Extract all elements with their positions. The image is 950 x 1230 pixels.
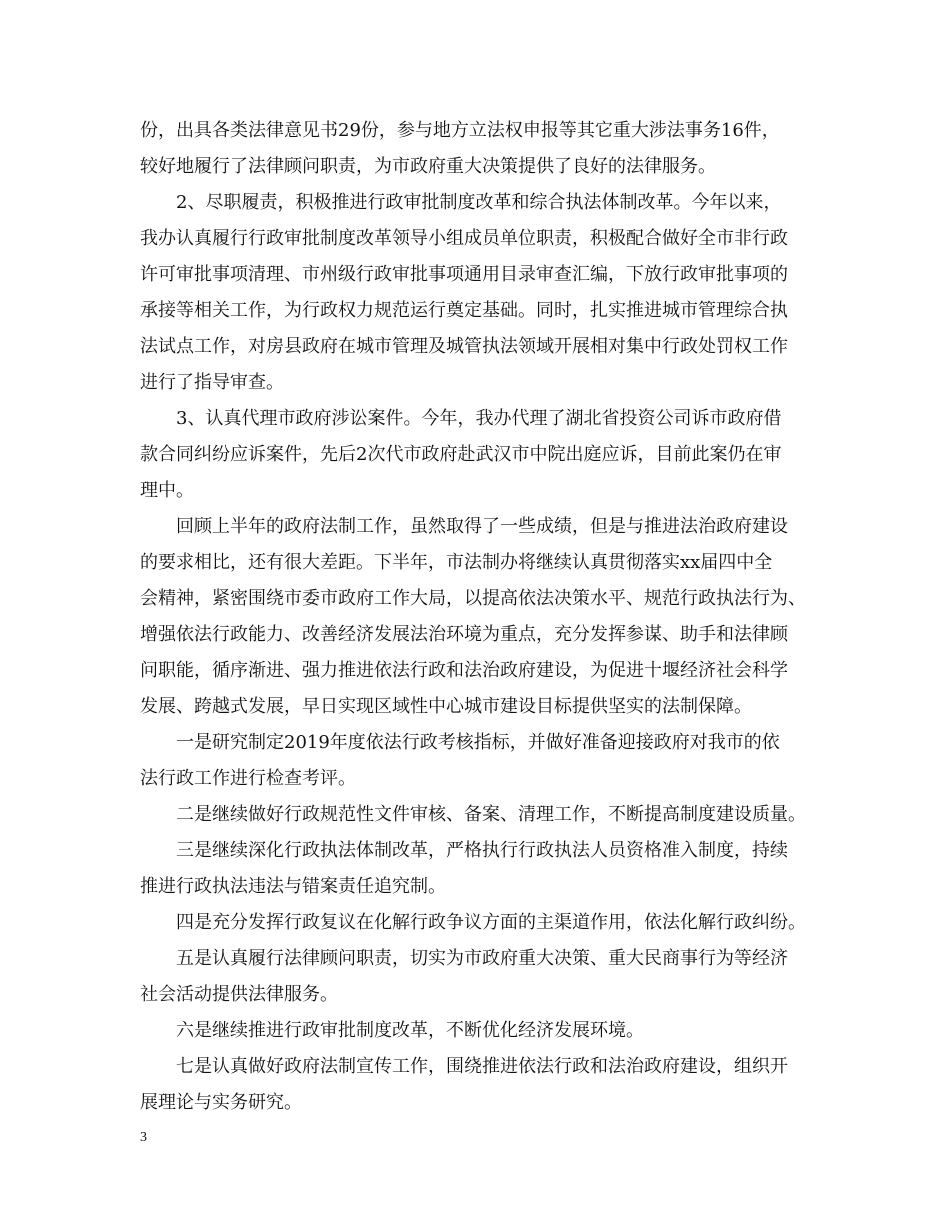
- text-line: 社会活动提供法律服务。: [140, 984, 338, 1005]
- text-line: 的要求相比，还有很大差距。下半年，市法制办将继续认真贯彻落实xx届四中全: [140, 552, 773, 573]
- text-line: 理中。: [140, 480, 194, 501]
- page-number: 3: [140, 1130, 147, 1145]
- paragraph: [140, 905, 820, 941]
- text-line: 较好地履行了法律顾问职责，为市政府重大决策提供了良好的法律服务。: [140, 156, 716, 177]
- text-line: 法试点工作，对房县政府在城市管理及城管执法领域开展相对集中行政处罚权工作: [140, 336, 788, 357]
- text-line: 2、尽职履责，积极推进行政审批制度改革和综合执法体制改革。今年以来，: [176, 192, 782, 213]
- text-line: 承接等相关工作，为行政权力规范运行奠定基础。同时，扎实推进城市管理综合执: [140, 300, 788, 321]
- text-line: 发展、跨越式发展，早日实现区域性中心城市建设目标提供坚实的法制保障。: [140, 696, 752, 717]
- text-line: 二是继续做好行政规范性文件审核、备案、清理工作，不断提高制度建设质量。: [176, 804, 806, 825]
- text-line: 回顾上半年的政府法制工作，虽然取得了一些成绩，但是与推进法治政府建设: [176, 516, 788, 537]
- text-line: 进行了指导审查。: [140, 372, 284, 393]
- text-line: 问职能，循序渐进、强力推进依法行政和法治政府建设，为促进十堰经济社会科学: [140, 660, 788, 681]
- text-line: 我办认真履行行政审批制度改革领导小组成员单位职责，积极配合做好全市非行政: [140, 228, 788, 249]
- paragraph: [140, 833, 820, 905]
- paragraph: [140, 797, 820, 833]
- document-body: [140, 113, 820, 1121]
- text-line: 六是继续推进行政审批制度改革，不断优化经济发展环境。: [176, 1020, 644, 1041]
- paragraph: [140, 185, 820, 401]
- paragraph: [140, 113, 820, 185]
- text-line: 推进行政执法违法与错案责任追究制。: [140, 876, 446, 897]
- text-line: 七是认真做好政府法制宣传工作，围绕推进依法行政和法治政府建设，组织开: [176, 1056, 788, 1077]
- paragraph: [140, 509, 820, 725]
- text-line: 法行政工作进行检查考评。: [140, 768, 356, 789]
- text-line: 会精神，紧密围绕市委市政府工作大局，以提高依法决策水平、规范行政执法行为、: [140, 588, 806, 609]
- paragraph: [140, 725, 820, 797]
- text-line: 一是研究制定2019年度依法行政考核指标，并做好准备迎接政府对我市的依: [176, 732, 780, 753]
- text-line: 3、认真代理市政府涉讼案件。今年，我办代理了湖北省投资公司诉市政府借: [176, 408, 782, 429]
- text-line: 许可审批事项清理、市州级行政审批事项通用目录审查汇编，下放行政审批事项的: [140, 264, 788, 285]
- paragraph: [140, 941, 820, 1013]
- text-line: 三是继续深化行政执法体制改革，严格执行行政执法人员资格准入制度，持续: [176, 840, 788, 861]
- text-line: 增强依法行政能力、改善经济发展法治环境为重点，充分发挥参谋、助手和法律顾: [140, 624, 788, 645]
- text-line: 五是认真履行法律顾问职责，切实为市政府重大决策、重大民商事行为等经济: [176, 948, 788, 969]
- paragraph: [140, 1013, 820, 1049]
- text-line: 展理论与实务研究。: [140, 1092, 302, 1113]
- paragraph: [140, 401, 820, 509]
- text-line: 款合同纠纷应诉案件，先后2次代市政府赴武汉市中院出庭应诉，目前此案仍在审: [140, 444, 782, 465]
- text-line: 四是充分发挥行政复议在化解行政争议方面的主渠道作用，依法化解行政纠纷。: [176, 912, 806, 933]
- paragraph: [140, 1049, 820, 1121]
- text-line: 份，出具各类法律意见书29份，参与地方立法权申报等其它重大涉法事务16件，: [140, 120, 780, 141]
